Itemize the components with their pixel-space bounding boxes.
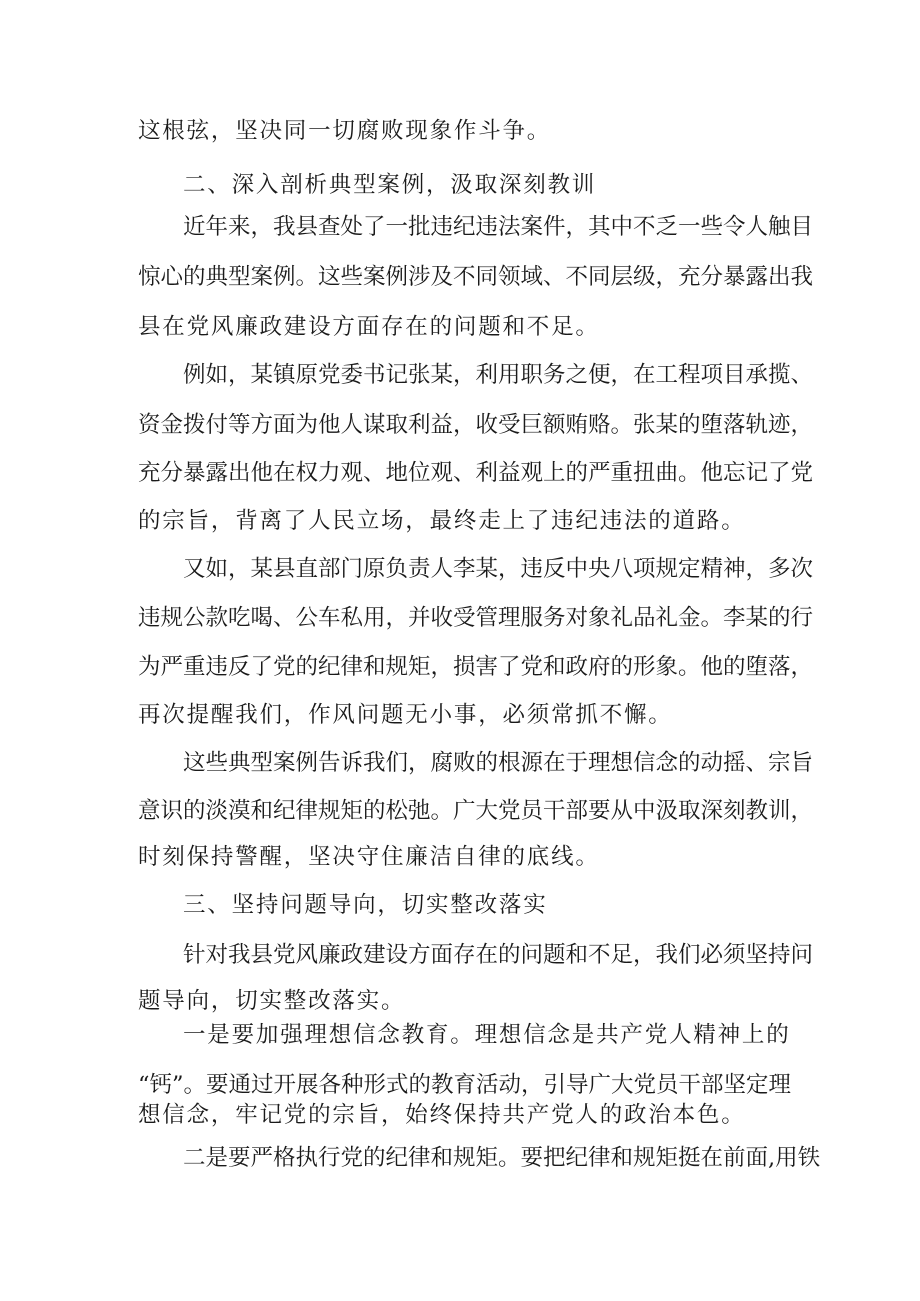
text-line: 充分暴露出他在权力观、地位观、利益观上的严重扭曲。他忘记了党 [138,460,814,486]
section-heading: 二、深入剖析典型案例，汲取深刻教训 [183,172,597,198]
text-line: 针对我县党风廉政建设方面存在的问题和不足，我们必须坚持问 [183,942,814,968]
text-line: 又如，某县直部门原负责人李某，违反中央八项规定精神，多次 [183,556,814,582]
text-line: 这根弦，坚决同一切腐败现象作斗争。 [138,118,552,144]
text-line: 再次提醒我们，作风问题无小事，必须常抓不懈。 [138,702,673,728]
text-line: 的宗旨，背离了人民立场，最终走上了违纪违法的道路。 [138,508,746,534]
text-line: 时刻保持警醒，坚决守住廉洁自律的底线。 [138,844,600,870]
text-line: 这些典型案例告诉我们，腐败的根源在于理想信念的动摇、宗旨 [183,750,814,776]
text-line: 县在党风廉政建设方面存在的问题和不足。 [138,314,600,340]
text-line: 违规公款吃喝、公车私用，并收受管理服务对象礼品礼金。李某的行 [138,605,814,631]
text-line: 资金拨付等方面为他人谋取利益，收受巨额贿赂。张某的堕落轨迹， [138,412,814,438]
text-line: 例如，某镇原党委书记张某，利用职务之便，在工程项目承揽、 [183,362,814,388]
text-line: 想信念，牢记党的宗旨，始终保持共产党人的政治本色。 [138,1102,746,1128]
text-line: “钙”。要通过开展各种形式的教育活动，引导广大党员干部坚定理 [138,1072,792,1098]
text-line: 为严重违反了党的纪律和规矩，损害了党和政府的形象。他的堕落， [138,654,814,680]
text-line: 惊心的典型案例。这些案例涉及不同领域、不同层级，充分暴露出我 [138,264,814,290]
text-line: 题导向，切实整改落实。 [138,988,406,1014]
section-heading: 三、坚持问题导向，切实整改落实 [183,892,548,918]
text-line: 近年来，我县查处了一批违纪违法案件，其中不乏一些令人触目 [183,214,814,240]
text-line: 意识的淡漠和纪律规矩的松弛。广大党员干部要从中汲取深刻教训， [138,798,814,824]
text-line: 一是要加强理想信念教育。理想信念是共产党人精神上的 [183,1022,791,1048]
text-line: 二是要严格执行党的纪律和规矩。要把纪律和规矩挺在前面,用铁 [183,1145,821,1171]
